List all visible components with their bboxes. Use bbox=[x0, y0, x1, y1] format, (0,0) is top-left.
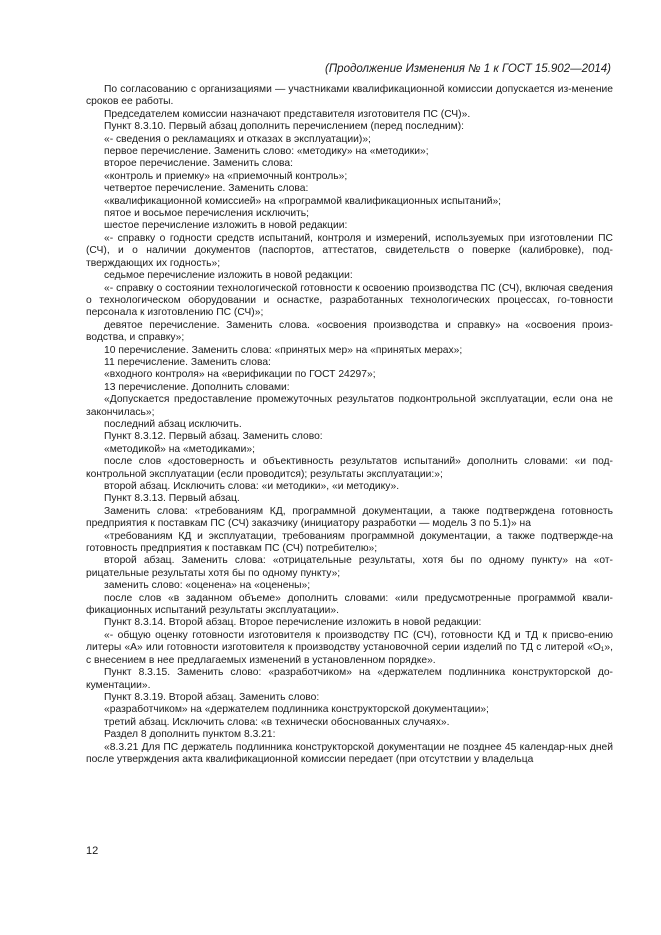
paragraph: «- общую оценку готовности изготовителя к производству ПС (СЧ), готовности КД и ТД к присво-ению литеры «А» или готовности изготовителя к производству установочной серии изделий по ТД с литерой «О₁», с внесением в нее предлагаемых изменений в установленном порядке». bbox=[86, 629, 613, 666]
paragraph: Пункт 8.3.19. Второй абзац. Заменить слово: bbox=[104, 691, 320, 703]
paragraph: «входного контроля» на «верификации по ГОСТ 24297»; bbox=[104, 369, 376, 381]
paragraph: последний абзац исключить. bbox=[104, 418, 242, 430]
paragraph: «квалификационной комиссией» на «программой квалификационных испытаний»; bbox=[104, 195, 502, 207]
page-number: 12 bbox=[86, 845, 99, 857]
paragraph: четвертое перечисление. Заменить слова: bbox=[104, 183, 309, 195]
paragraph: Пункт 8.3.10. Первый абзац дополнить перечислением (перед последним): bbox=[104, 121, 465, 133]
paragraph: «- справку о годности средств испытаний, контроля и измерений, используемых при изготовлении ПС (СЧ), и о наличии документов (паспортов, аттестатов, свидетельств о поверке (калибровке), под-тверждающих их годность»; bbox=[86, 232, 613, 269]
paragraph: первое перечисление. Заменить слово: «методику» на «методики»; bbox=[104, 146, 429, 158]
paragraph: 11 перечисление. Заменить слова: bbox=[104, 356, 271, 368]
paragraph: «8.3.21 Для ПС держатель подлинника конструкторской документации не позднее 45 календар-ных дней после утверждения акта квалификационной комиссии передает (при отсутствии у владельца bbox=[86, 741, 613, 765]
paragraph: Пункт 8.3.14. Второй абзац. Второе перечисление изложить в новой редакции: bbox=[104, 617, 482, 629]
paragraph: «Допускается предоставление промежуточных результатов подконтрольной эксплуатации, если она не закончилась»; bbox=[86, 394, 613, 418]
paragraph: третий абзац. Исключить слова: «в технически обоснованных случаях». bbox=[104, 716, 450, 728]
paragraph: «методикой» на «методиками»; bbox=[104, 443, 255, 455]
paragraph: второе перечисление. Заменить слова: bbox=[104, 158, 293, 170]
paragraph: после слов «достоверность и объективность результатов испытаний» дополнить словами: «и под-контрольной эксплуатации (если проводится); результаты эксплуатации:»; bbox=[86, 456, 613, 480]
paragraph: «разработчиком» на «держателем подлинника конструкторской документации»; bbox=[104, 704, 489, 716]
paragraph: «контроль и приемку» на «приемочный контроль»; bbox=[104, 170, 348, 182]
paragraph: заменить слово: «оценена» на «оценены»; bbox=[104, 580, 311, 592]
paragraph: «требованиям КД и эксплуатации, требованиям программной документации, а также подтвержде-на готовность предприятия к поставкам ПС (СЧ) потребителю»; bbox=[86, 530, 613, 555]
running-header: (Продолжение Изменения № 1 к ГОСТ 15.902—2014) bbox=[325, 63, 611, 75]
paragraph: По согласованию с организациями — участниками квалификационной комиссии допускается из-менение сроков ее работы. bbox=[86, 84, 613, 108]
document-body bbox=[86, 84, 613, 766]
paragraph: второй абзац. Заменить слова: «отрицательные результаты, хотя бы по одному пункту» на «от-рицательные результаты хотя бы по одному пункту»; bbox=[86, 555, 613, 579]
paragraph: 13 перечисление. Дополнить словами: bbox=[104, 381, 290, 393]
paragraph: «- сведения о рекламациях и отказах в эксплуатации)»; bbox=[104, 133, 371, 145]
paragraph: Заменить слова: «требованиям КД, программной документации, а также подтверждена готовность предприятия к поставкам ПС (СЧ) заказчику (инициатору разработки — модель 3 по 5.1)» на bbox=[86, 505, 613, 530]
paragraph: Пункт 8.3.13. Первый абзац. bbox=[104, 493, 240, 505]
paragraph: второй абзац. Исключить слова: «и методики», «и методику». bbox=[104, 481, 400, 492]
paragraph: шестое перечисление изложить в новой редакции: bbox=[104, 220, 348, 232]
paragraph: «- справку о состоянии технологической готовности к освоению производства ПС (СЧ), включая сведения о технологическом оборудовании и оснастке, разработанных технологических процессах, го-товности персонала к изготовлению ПС (СЧ)»; bbox=[86, 282, 613, 319]
paragraph: пятое и восьмое перечисления исключить; bbox=[104, 208, 310, 220]
paragraph: седьмое перечисление изложить в новой редакции: bbox=[104, 270, 353, 282]
paragraph: Пункт 8.3.15. Заменить слово: «разработчиком» на «держателем подлинника конструкторской до-кументации». bbox=[86, 667, 613, 691]
paragraph: Раздел 8 дополнить пунктом 8.3.21: bbox=[104, 729, 276, 741]
paragraph: после слов «в заданном объеме» дополнить словами: «или предусмотренные программой квали-фикационных испытаний результаты эксплуатации». bbox=[86, 592, 613, 617]
paragraph: девятое перечисление. Заменить слова. «освоения производства и справку» на «освоения произ-водства, и справку»; bbox=[86, 319, 613, 344]
paragraph: Председателем комиссии назначают представителя изготовителя ПС (СЧ)». bbox=[104, 108, 471, 120]
paragraph: Пункт 8.3.12. Первый абзац. Заменить слово: bbox=[104, 431, 323, 443]
paragraph: 10 перечисление. Заменить слова: «принятых мер» на «принятых мерах»; bbox=[104, 344, 463, 356]
